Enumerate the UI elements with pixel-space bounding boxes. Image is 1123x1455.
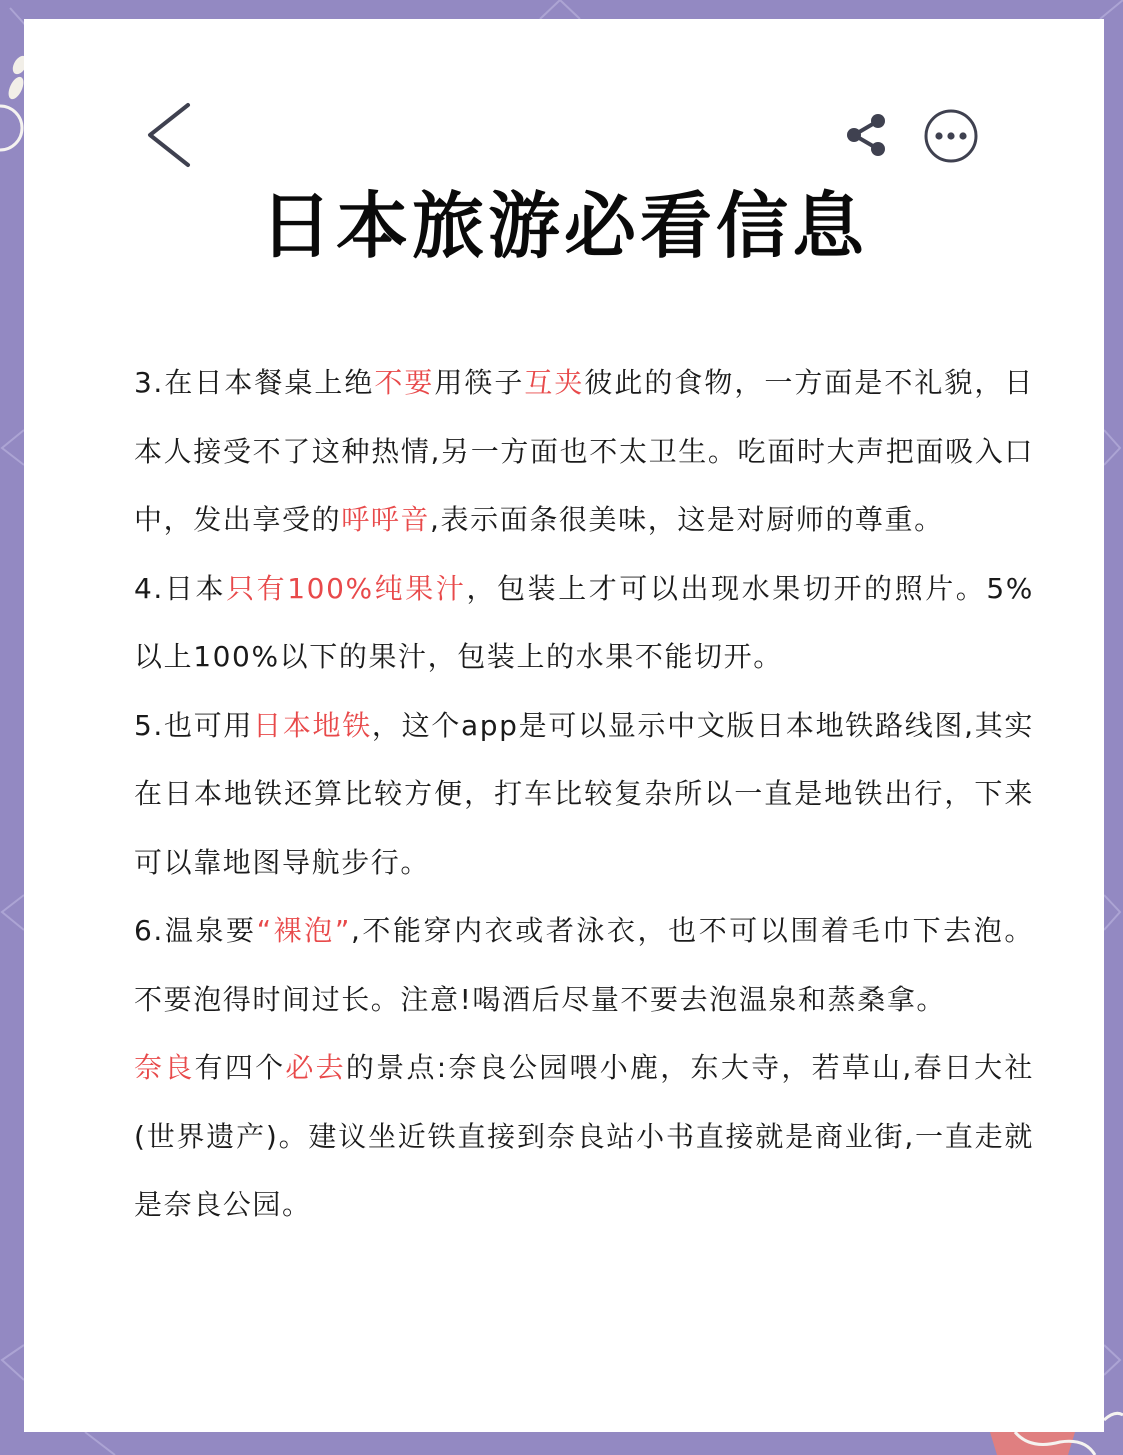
highlight-segment: 不要	[374, 366, 435, 399]
more-options-button[interactable]	[922, 107, 980, 165]
text-segment: ，这个app是可以显示中文版日本地铁路线图,其实在日本地铁还算比较方便，打车比较复杂所以一直是地铁出行，下来可以靠地图导航步行。	[134, 708, 1035, 879]
text-segment: 6.温泉要	[134, 914, 257, 947]
paragraph-nara	[134, 1034, 1034, 1240]
paragraph-etiquette	[134, 349, 1034, 555]
article-card	[24, 19, 1104, 1432]
article-body	[134, 349, 1034, 1240]
highlight-segment: 互夹	[524, 366, 585, 399]
top-bar	[24, 19, 1104, 179]
text-segment: 用筷子	[434, 366, 525, 399]
highlight-segment: 奈良	[134, 1051, 195, 1084]
page-title: 日本旅游必看信息	[259, 184, 868, 268]
highlight-segment: “裸泡”	[256, 914, 351, 947]
highlight-segment: 日本地铁	[253, 708, 372, 742]
paragraph-onsen	[134, 897, 1034, 1034]
share-icon	[842, 111, 890, 159]
text-segment: 的景点:奈良公园喂小鹿，东大寺，若草山,春日大社(世界遗产)。建议坐近铁直接到奈良站小书直接就是商业街,一直走就是奈良公园。	[134, 1051, 1035, 1221]
share-button[interactable]	[842, 111, 890, 159]
paragraph-subway	[134, 692, 1034, 898]
chevron-left-icon	[142, 101, 202, 171]
text-segment: ,表示面条很美味，这是对厨师的尊重。	[430, 503, 944, 536]
highlight-segment: 必去	[285, 1051, 346, 1084]
highlight-segment: 只有100%纯果汁	[226, 571, 467, 605]
paragraph-juice	[134, 555, 1034, 692]
text-segment: 4.日本	[134, 571, 227, 605]
text-segment: 彼此的食物，一方面是不礼貌，日本人接受不了这种热情,另一方面也不太卫生。吃面时大声把面吸入口中，发出享受的	[134, 366, 1034, 536]
back-button[interactable]	[142, 101, 202, 171]
text-segment: 有四个	[194, 1051, 286, 1084]
text-segment: 3.在日本餐桌上绝	[134, 366, 375, 399]
more-horizontal-circle-icon	[922, 107, 980, 165]
text-segment: ，包装上才可以出现水果切开的照片。5%以上100%以下的果汁，包装上的水果不能切开。	[134, 571, 1034, 673]
text-segment: ,不能穿内衣或者泳衣，也不可以围着毛巾下去泡。不要泡得时间过长。注意!喝酒后尽量不要去泡温泉和蒸桑拿。	[134, 914, 1035, 1016]
highlight-segment: 呼呼音	[341, 503, 431, 536]
text-segment: 5.也可用	[134, 708, 254, 742]
